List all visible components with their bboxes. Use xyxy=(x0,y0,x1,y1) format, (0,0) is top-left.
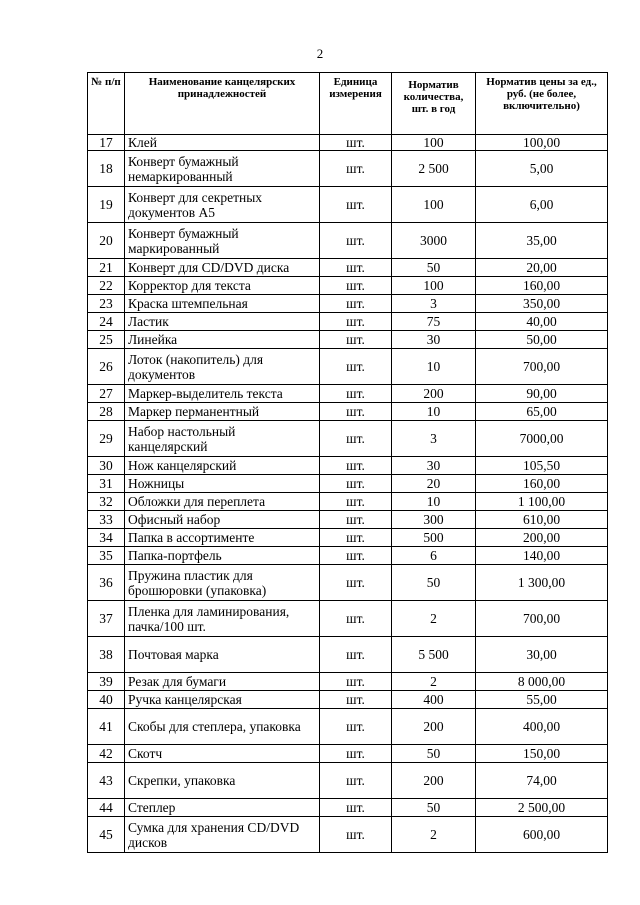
quantity-norm: 30 xyxy=(392,457,476,475)
row-number: 25 xyxy=(88,331,125,349)
item-name: Резак для бумаги xyxy=(125,673,320,691)
item-name: Краска штемпельная xyxy=(125,295,320,313)
item-name: Ножницы xyxy=(125,475,320,493)
table-row xyxy=(88,637,608,673)
table-row xyxy=(88,673,608,691)
table-row xyxy=(88,135,608,151)
table-row xyxy=(88,403,608,421)
row-number: 36 xyxy=(88,565,125,601)
row-number: 22 xyxy=(88,277,125,295)
header-qty: Норматив количества, шт. в год xyxy=(392,73,476,135)
row-number: 38 xyxy=(88,637,125,673)
item-name: Лоток (накопитель) для документов xyxy=(125,349,320,385)
item-name: Конверт бумажный немаркированный xyxy=(125,151,320,187)
quantity-norm: 3 xyxy=(392,421,476,457)
unit-of-measure: шт. xyxy=(320,637,392,673)
quantity-norm: 3000 xyxy=(392,223,476,259)
unit-of-measure: шт. xyxy=(320,529,392,547)
row-number: 26 xyxy=(88,349,125,385)
unit-of-measure: шт. xyxy=(320,709,392,745)
item-name: Конверт бумажный маркированный xyxy=(125,223,320,259)
item-name: Папка-портфель xyxy=(125,547,320,565)
price-norm: 35,00 xyxy=(476,223,608,259)
row-number: 33 xyxy=(88,511,125,529)
row-number: 42 xyxy=(88,745,125,763)
table-row xyxy=(88,547,608,565)
table-row xyxy=(88,421,608,457)
quantity-norm: 2 xyxy=(392,673,476,691)
quantity-norm: 100 xyxy=(392,135,476,151)
row-number: 18 xyxy=(88,151,125,187)
row-number: 24 xyxy=(88,313,125,331)
item-name: Папка в ассортименте xyxy=(125,529,320,547)
quantity-norm: 50 xyxy=(392,565,476,601)
price-norm: 1 100,00 xyxy=(476,493,608,511)
unit-of-measure: шт. xyxy=(320,799,392,817)
price-norm: 160,00 xyxy=(476,277,608,295)
unit-of-measure: шт. xyxy=(320,457,392,475)
row-number: 43 xyxy=(88,763,125,799)
unit-of-measure: шт. xyxy=(320,511,392,529)
header-unit: Единица измерения xyxy=(320,73,392,135)
price-norm: 400,00 xyxy=(476,709,608,745)
table-row xyxy=(88,259,608,277)
unit-of-measure: шт. xyxy=(320,493,392,511)
table-row xyxy=(88,709,608,745)
table-row xyxy=(88,529,608,547)
price-norm: 5,00 xyxy=(476,151,608,187)
item-name: Клей xyxy=(125,135,320,151)
table-row xyxy=(88,385,608,403)
item-name: Офисный набор xyxy=(125,511,320,529)
price-norm: 140,00 xyxy=(476,547,608,565)
unit-of-measure: шт. xyxy=(320,295,392,313)
quantity-norm: 3 xyxy=(392,295,476,313)
price-norm: 600,00 xyxy=(476,817,608,853)
unit-of-measure: шт. xyxy=(320,475,392,493)
row-number: 45 xyxy=(88,817,125,853)
quantity-norm: 200 xyxy=(392,709,476,745)
price-norm: 6,00 xyxy=(476,187,608,223)
unit-of-measure: шт. xyxy=(320,313,392,331)
quantity-norm: 5 500 xyxy=(392,637,476,673)
quantity-norm: 10 xyxy=(392,403,476,421)
quantity-norm: 50 xyxy=(392,799,476,817)
row-number: 21 xyxy=(88,259,125,277)
quantity-norm: 2 500 xyxy=(392,151,476,187)
table-row xyxy=(88,601,608,637)
row-number: 29 xyxy=(88,421,125,457)
row-number: 28 xyxy=(88,403,125,421)
item-name: Скрепки, упаковка xyxy=(125,763,320,799)
item-name: Линейка xyxy=(125,331,320,349)
unit-of-measure: шт. xyxy=(320,331,392,349)
item-name: Ластик xyxy=(125,313,320,331)
row-number: 32 xyxy=(88,493,125,511)
price-norm: 700,00 xyxy=(476,349,608,385)
unit-of-measure: шт. xyxy=(320,349,392,385)
row-number: 31 xyxy=(88,475,125,493)
unit-of-measure: шт. xyxy=(320,601,392,637)
quantity-norm: 6 xyxy=(392,547,476,565)
item-name: Набор настольный канцелярский xyxy=(125,421,320,457)
row-number: 44 xyxy=(88,799,125,817)
price-norm: 55,00 xyxy=(476,691,608,709)
price-norm: 90,00 xyxy=(476,385,608,403)
table-row xyxy=(88,745,608,763)
price-norm: 7000,00 xyxy=(476,421,608,457)
quantity-norm: 30 xyxy=(392,331,476,349)
price-norm: 74,00 xyxy=(476,763,608,799)
quantity-norm: 2 xyxy=(392,601,476,637)
quantity-norm: 20 xyxy=(392,475,476,493)
unit-of-measure: шт. xyxy=(320,277,392,295)
quantity-norm: 200 xyxy=(392,763,476,799)
table-row xyxy=(88,313,608,331)
table-row xyxy=(88,691,608,709)
unit-of-measure: шт. xyxy=(320,135,392,151)
price-norm: 200,00 xyxy=(476,529,608,547)
item-name: Пружина пластик для брошюровки (упаковка) xyxy=(125,565,320,601)
item-name: Почтовая марка xyxy=(125,637,320,673)
table-row xyxy=(88,151,608,187)
quantity-norm: 100 xyxy=(392,187,476,223)
price-norm: 100,00 xyxy=(476,135,608,151)
price-norm: 150,00 xyxy=(476,745,608,763)
unit-of-measure: шт. xyxy=(320,673,392,691)
price-norm: 2 500,00 xyxy=(476,799,608,817)
table-header-row xyxy=(88,73,608,135)
quantity-norm: 75 xyxy=(392,313,476,331)
table-row xyxy=(88,223,608,259)
row-number: 23 xyxy=(88,295,125,313)
table-row xyxy=(88,511,608,529)
item-name: Корректор для текста xyxy=(125,277,320,295)
quantity-norm: 50 xyxy=(392,745,476,763)
unit-of-measure: шт. xyxy=(320,547,392,565)
unit-of-measure: шт. xyxy=(320,151,392,187)
quantity-norm: 500 xyxy=(392,529,476,547)
price-norm: 1 300,00 xyxy=(476,565,608,601)
table-row xyxy=(88,763,608,799)
row-number: 27 xyxy=(88,385,125,403)
table-row xyxy=(88,349,608,385)
page-number: 2 xyxy=(316,46,324,61)
row-number: 19 xyxy=(88,187,125,223)
quantity-norm: 10 xyxy=(392,349,476,385)
quantity-norm: 200 xyxy=(392,385,476,403)
item-name: Обложки для переплета xyxy=(125,493,320,511)
unit-of-measure: шт. xyxy=(320,691,392,709)
table-row xyxy=(88,277,608,295)
price-norm: 30,00 xyxy=(476,637,608,673)
unit-of-measure: шт. xyxy=(320,403,392,421)
table-row xyxy=(88,331,608,349)
row-number: 35 xyxy=(88,547,125,565)
price-norm: 610,00 xyxy=(476,511,608,529)
item-name: Скобы для степлера, упаковка xyxy=(125,709,320,745)
quantity-norm: 400 xyxy=(392,691,476,709)
item-name: Нож канцелярский xyxy=(125,457,320,475)
table-row xyxy=(88,493,608,511)
quantity-norm: 50 xyxy=(392,259,476,277)
table-row xyxy=(88,457,608,475)
row-number: 39 xyxy=(88,673,125,691)
item-name: Ручка канцелярская xyxy=(125,691,320,709)
item-name: Маркер перманентный xyxy=(125,403,320,421)
header-name: Наименование канцелярских принадлежностей xyxy=(125,73,320,135)
item-name: Пленка для ламинирования, пачка/100 шт. xyxy=(125,601,320,637)
item-name: Маркер-выделитель текста xyxy=(125,385,320,403)
row-number: 30 xyxy=(88,457,125,475)
table-row xyxy=(88,475,608,493)
quantity-norm: 100 xyxy=(392,277,476,295)
item-name: Сумка для хранения CD/DVD дисков xyxy=(125,817,320,853)
unit-of-measure: шт. xyxy=(320,817,392,853)
price-norm: 105,50 xyxy=(476,457,608,475)
price-norm: 8 000,00 xyxy=(476,673,608,691)
unit-of-measure: шт. xyxy=(320,565,392,601)
table-row xyxy=(88,565,608,601)
stationery-norms-table xyxy=(87,72,608,853)
price-norm: 20,00 xyxy=(476,259,608,277)
unit-of-measure: шт. xyxy=(320,421,392,457)
unit-of-measure: шт. xyxy=(320,187,392,223)
unit-of-measure: шт. xyxy=(320,259,392,277)
price-norm: 50,00 xyxy=(476,331,608,349)
price-norm: 160,00 xyxy=(476,475,608,493)
row-number: 40 xyxy=(88,691,125,709)
table-row xyxy=(88,295,608,313)
quantity-norm: 300 xyxy=(392,511,476,529)
unit-of-measure: шт. xyxy=(320,763,392,799)
row-number: 34 xyxy=(88,529,125,547)
row-number: 41 xyxy=(88,709,125,745)
table-row xyxy=(88,799,608,817)
price-norm: 65,00 xyxy=(476,403,608,421)
quantity-norm: 10 xyxy=(392,493,476,511)
unit-of-measure: шт. xyxy=(320,745,392,763)
item-name: Конверт для CD/DVD диска xyxy=(125,259,320,277)
unit-of-measure: шт. xyxy=(320,385,392,403)
price-norm: 350,00 xyxy=(476,295,608,313)
price-norm: 40,00 xyxy=(476,313,608,331)
table-row xyxy=(88,187,608,223)
header-num: № п/п xyxy=(88,73,125,135)
header-price: Норматив цены за ед., руб. (не более, включительно) xyxy=(476,73,608,135)
price-norm: 700,00 xyxy=(476,601,608,637)
item-name: Степлер xyxy=(125,799,320,817)
item-name: Скотч xyxy=(125,745,320,763)
item-name: Конверт для секретных документов А5 xyxy=(125,187,320,223)
row-number: 20 xyxy=(88,223,125,259)
row-number: 37 xyxy=(88,601,125,637)
table-row xyxy=(88,817,608,853)
row-number: 17 xyxy=(88,135,125,151)
quantity-norm: 2 xyxy=(392,817,476,853)
unit-of-measure: шт. xyxy=(320,223,392,259)
